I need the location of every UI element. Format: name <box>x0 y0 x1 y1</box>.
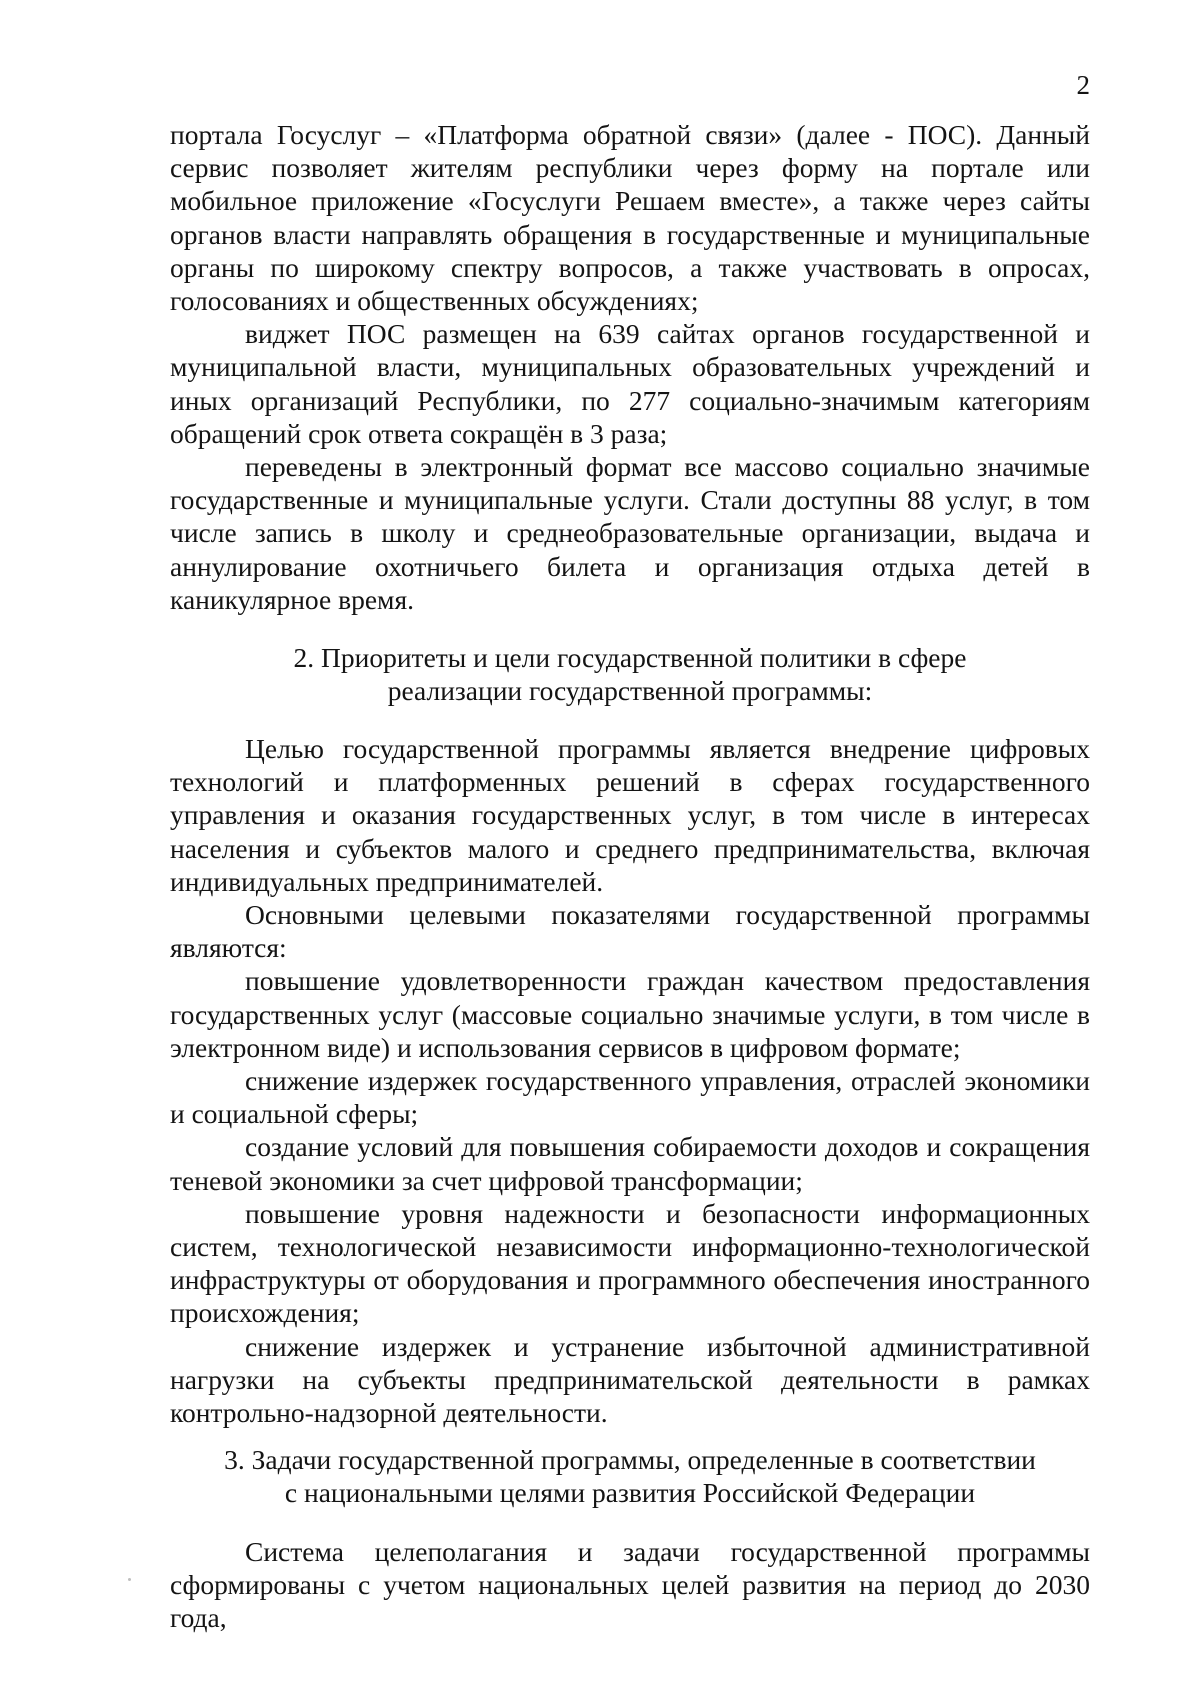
section-2-body <box>170 732 1090 1429</box>
section-2-paragraph: Основными целевыми показателями государственной программы являются: <box>170 899 1090 964</box>
intro-paragraph: портала Госуслуг – «Платформа обратной связи» (далее - ПОС). Данный сервис позволяет жителям республики через форму на портале или мобильное приложение «Госуслуги Решаем вместе», а также через сайты органов власти направлять обращения в государственные и муниципальные органы по широкому спектру вопросов, а также участвовать в опросах, голосованиях и общественных обсуждениях; <box>170 119 1090 317</box>
section-2-heading-line: 2. Приоритеты и цели государственной политики в сфере <box>293 642 967 673</box>
section-2-paragraph: Целью государственной программы является внедрение цифровых технологий и платформенных решений в сферах государственного управления и оказания государственных услуг, в том числе в интересах населения и субъектов малого и среднего предпринимательства, включая индивидуальных предпринимателей. <box>170 733 1090 897</box>
section-2-paragraph: снижение издержек и устранение избыточной административной нагрузки на субъекты предпринимательской деятельности в рамках контрольно-надзорной деятельности. <box>170 1330 1090 1429</box>
section-2-heading <box>170 641 1090 707</box>
section-2-paragraph: повышение удовлетворенности граждан качеством предоставления государственных услуг (массовые социально значимые услуги, в том числе в электронном виде) и использования сервисов в цифровом формате; <box>170 965 1090 1063</box>
section-3-heading-line: с национальными целями развития Российской Федерации <box>284 1477 976 1509</box>
section-2-heading-line: реализации государственной программы: <box>387 675 873 707</box>
section-2-paragraph: создание условий для повышения собираемости доходов и сокращения теневой экономики за счет цифровой трансформации; <box>170 1131 1090 1196</box>
scan-speck <box>128 1578 131 1581</box>
intro-paragraph: виджет ПОС размещен на 639 сайтах органов государственной и муниципальной власти, муниципальных образовательных учреждений и иных организаций Республики, по 277 социально-значимым категориям обращений срок ответа сокращён в 3 раза; <box>170 318 1090 449</box>
section-3-body <box>170 1535 1090 1635</box>
section-2-paragraph: снижение издержек государственного управления, отраслей экономики и социальной сферы; <box>170 1065 1090 1130</box>
section-2-paragraph: повышение уровня надежности и безопасности информационных систем, технологической независимости информационно-технологической инфраструктуры от оборудования и программного обеспечения иностранного происхождения; <box>170 1197 1090 1329</box>
intro-text-block <box>170 118 1090 616</box>
section-3-paragraph: Система целеполагания и задачи государственной программы сформированы с учетом национальных целей развития на период до 2030 года, <box>170 1536 1090 1634</box>
intro-paragraph: переведены в электронный формат все массово социально значимые государственные и муниципальные услуги. Стали доступны 88 услуг, в том числе запись в школу и среднеобразовательные организации, выдача и аннулирование охотничьего билета и организация отдыха детей в каникулярное время. <box>170 451 1090 615</box>
page-number: 2 <box>1076 70 1090 100</box>
section-3-heading <box>170 1443 1090 1509</box>
section-3-heading-line: 3. Задачи государственной программы, определенные в соответствии <box>224 1444 1036 1475</box>
